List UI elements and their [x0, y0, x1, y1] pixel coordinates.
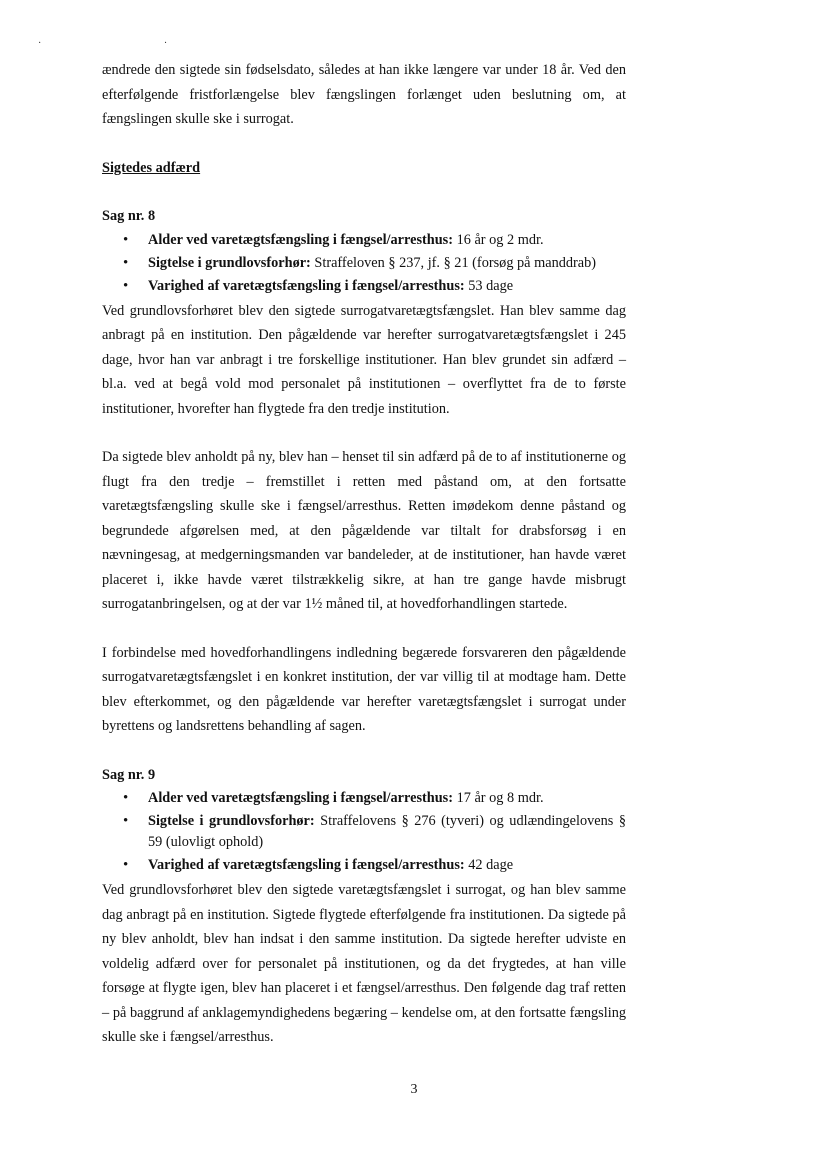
fact-value: Straffelovens § 276 (tyveri) og udlændingelovens § 59 (ulovligt ophold) — [148, 813, 626, 850]
page-content — [102, 58, 626, 1050]
case-paragraph: Ved grundlovsforhøret blev den sigtede surrogatvaretægtsfængslet. Han blev samme dag anbragt på en institution. Den pågældende var herefter surrogatvaretægtsfængslet i 245 dage, hvor han var anbragt i tre forskellige institutioner. Han blev grundet sin adfærd – bl.a. ved at begå vold mod personalet på institutionen – overflyttet fra de to første institutioner, hvorefter han flygtede fra den tredje institution. — [102, 302, 626, 417]
fact-value: Straffeloven § 237, jf. § 21 (forsøg på manddrab) — [310, 254, 597, 271]
case-title: Sag nr. 9 — [102, 766, 156, 783]
page-number: 3 — [410, 1082, 418, 1097]
intro-paragraph: ændrede den sigtede sin fødselsdato, således at han ikke længere var under 18 år. Ved den efterfølgende fristforlængelse blev fængslingen forlænget uden beslutning om, at fængslingen skulle ske i surrogat. — [102, 62, 626, 127]
case-title: Sag nr. 8 — [102, 208, 156, 224]
fact-label: Alder ved varetægtsfængsling i fængsel/arresthus: — [148, 790, 453, 806]
scan-marks: · · — [38, 38, 228, 49]
case-paragraph: Ved grundlovsforhøret blev den sigtede varetægtsfængslet i surrogat, og han blev samme dag anbragt på en institution. Sigtede flygtede efterfølgende fra institutionen. Da sigtede på ny blev anholdt, blev han indsat i den samme institution. Da sigtede herefter udviste en voldelig adfærd over for personalet på institutionen, og da det frygtedes, at han ville forsøge at flygte igen, blev han placeret i et fængsel/arresthus. Den følgende dag traf retten – på baggrund af anklagemyndighedens begæring – kendelse om, at den fortsatte fængsling skulle ske i fængsel/arresthus. — [102, 882, 626, 1045]
fact-label: Varighed af varetægtsfængsling i fængsel/arresthus: — [148, 277, 465, 294]
case-paragraph: Da sigtede blev anholdt på ny, blev han – henset til sin adfærd på de to af institutionerne og flugt fra den tredje – fremstillet i retten med påstand om, at den fortsatte varetægtsfængsling skulle ske i fængsel/arresthus. Retten imødekom denne påstand og begrundede afgørelsen med, at den pågældende var tiltalt for drabsforsøg i en nævningesag, at medgerningsmanden var bandeleder, at de institutioner, han havde været placeret i, ikke havde været tilstrækkelig sikre, at han tre gange havde misbrugt surrogatanbringelsen, og at der var 1½ måned til, at hovedforhandlingen startede. — [102, 449, 626, 612]
fact-value: 42 dage — [464, 857, 514, 873]
fact-label: Varighed af varetægtsfængsling i fængsel/arresthus: — [148, 857, 465, 873]
case-fact-item — [148, 276, 626, 297]
fact-label: Alder ved varetægtsfængsling i fængsel/arresthus: — [148, 231, 453, 248]
case-fact-item — [148, 855, 626, 876]
fact-value: 53 dage — [464, 277, 514, 294]
fact-label: Sigtelse i grundlovsforhør: — [148, 254, 311, 271]
fact-value: 17 år og 8 mdr. — [453, 790, 544, 806]
fact-value: 16 år og 2 mdr. — [453, 231, 544, 248]
case-facts-list — [102, 230, 626, 297]
fact-label: Sigtelse i grundlovsforhør: — [148, 813, 315, 829]
case-fact-item — [148, 253, 626, 274]
case-paragraph: I forbindelse med hovedforhandlingens indledning begærede forsvareren den pågældende surrogatvaretægtsfængslet i en konkret institution, der var villig til at modtage ham. Dette blev efterkommet, og den pågældende var herefter varetægtsfængslet i surrogat under byrettens og landsrettens behandling af sagen. — [102, 644, 626, 734]
case-fact-item — [148, 230, 626, 251]
case-facts-list — [102, 788, 626, 876]
case-fact-item — [148, 811, 626, 853]
case-fact-item — [148, 788, 626, 809]
section-heading: Sigtedes adfærd — [102, 159, 201, 176]
